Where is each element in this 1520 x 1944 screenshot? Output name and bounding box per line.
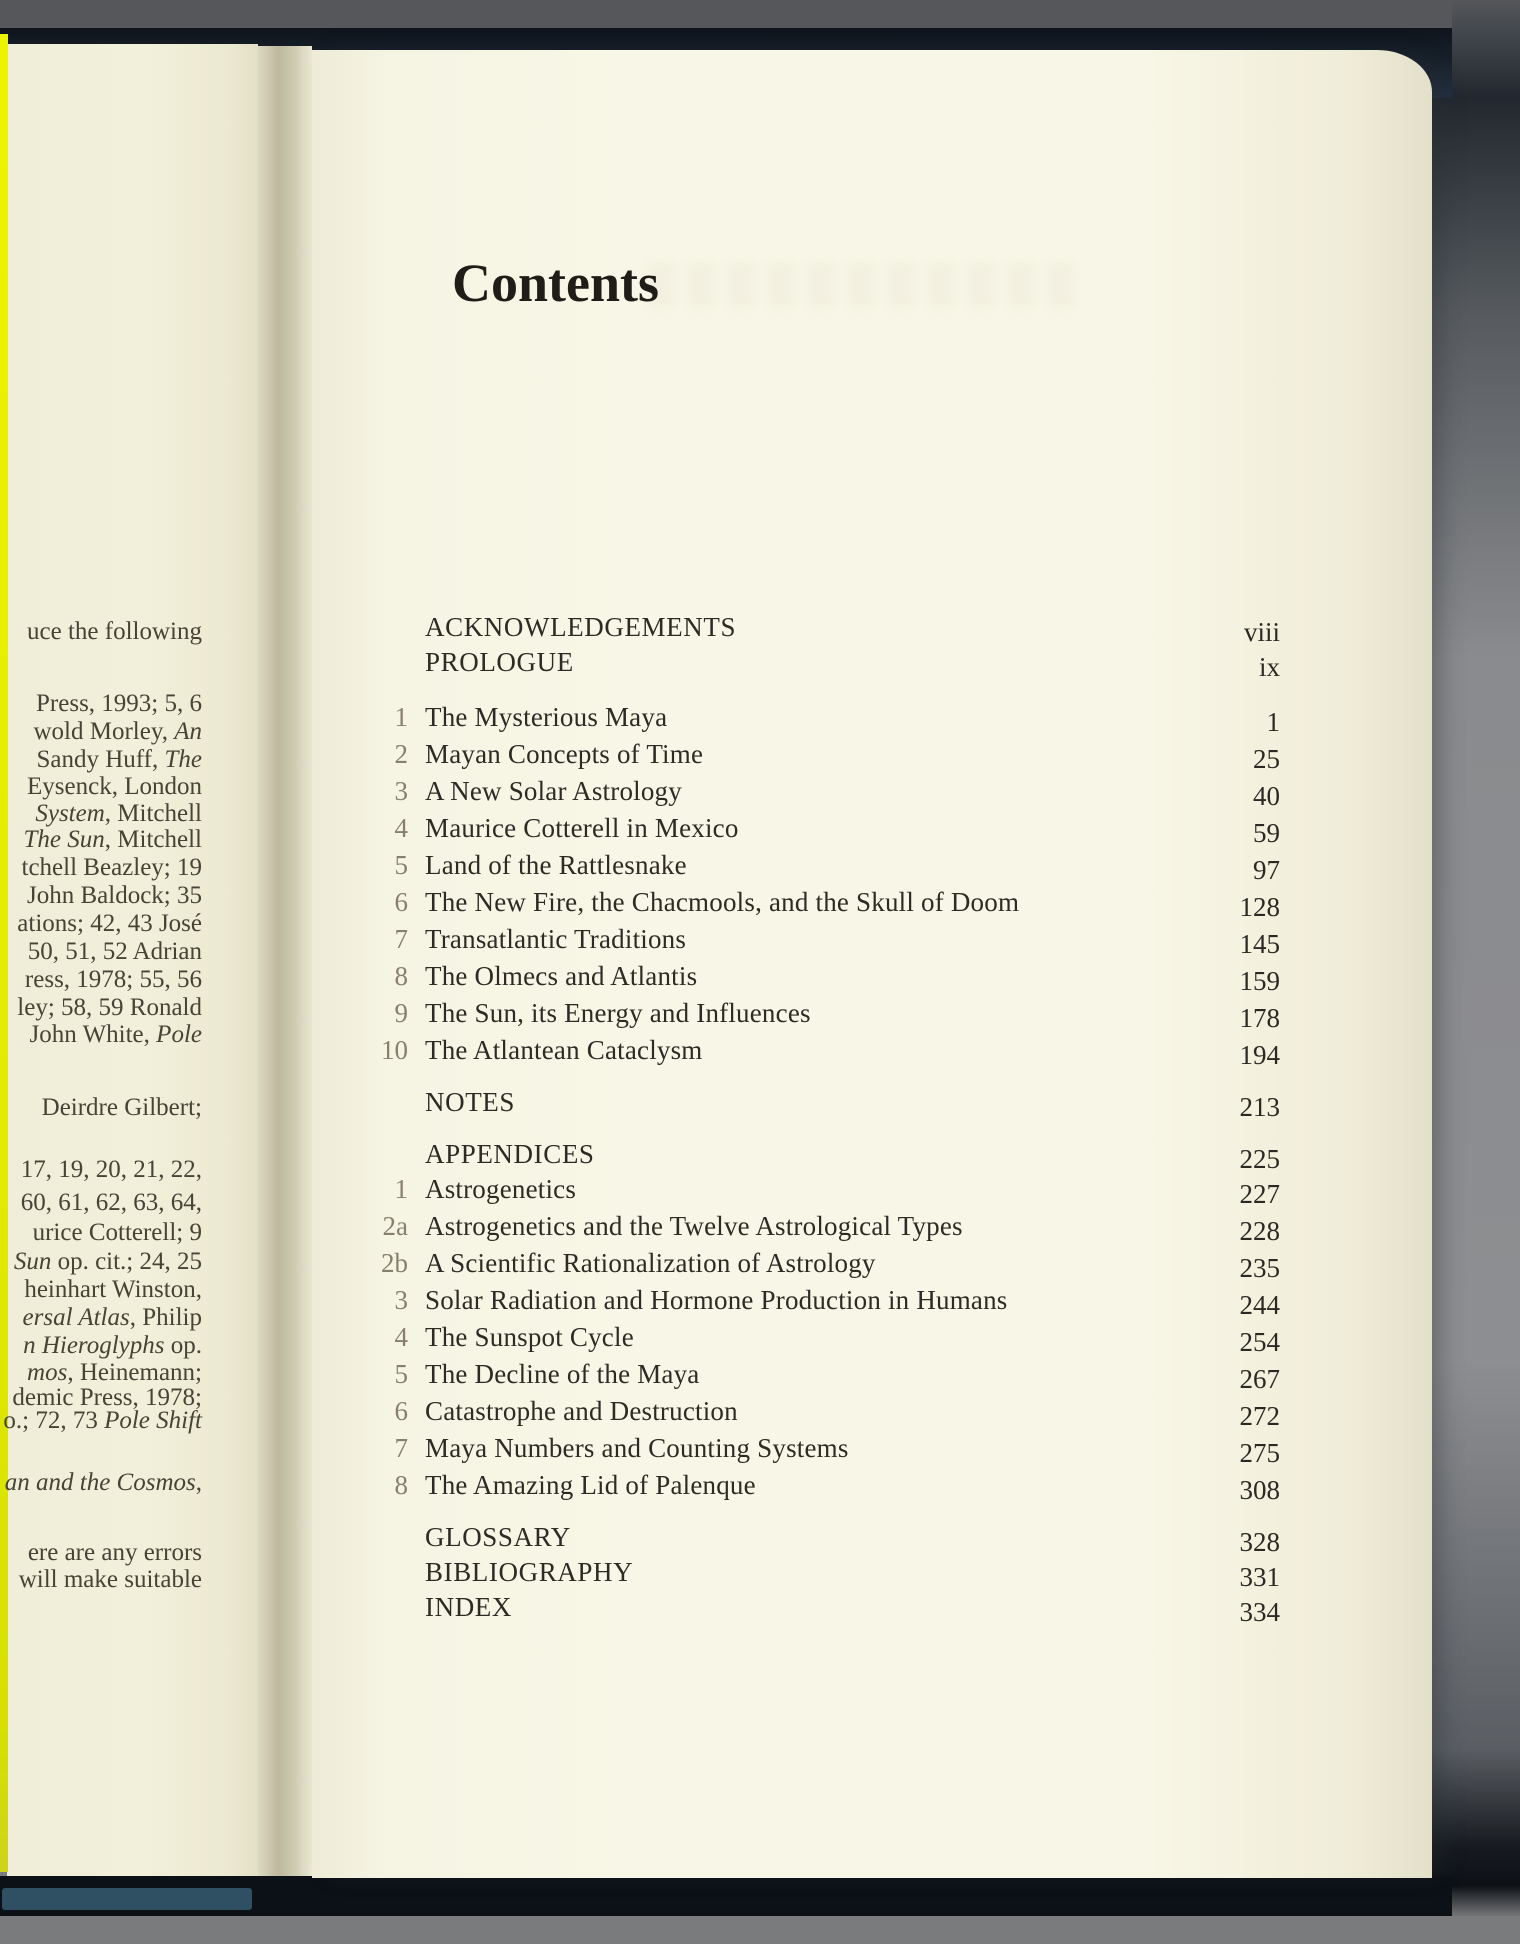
toc-page-number: 267 — [1239, 1364, 1280, 1394]
toc-row — [372, 1209, 1280, 1246]
left-page-text-line: System, Mitchell — [35, 800, 202, 827]
left-page-text-line: urice Cotterell; 9 — [32, 1219, 202, 1246]
toc-title: Catastrophe and Destruction — [425, 1396, 738, 1426]
appendix-list — [372, 1172, 1280, 1505]
toc-page-number: 228 — [1239, 1216, 1280, 1246]
toc-page-number: 128 — [1239, 892, 1280, 922]
appendices-heading — [372, 1137, 1280, 1174]
toc-page-number: 334 — [1239, 1597, 1280, 1627]
toc-title: Transatlantic Traditions — [425, 924, 687, 954]
toc-page-number: 1 — [1266, 707, 1280, 737]
toc-title: The Sunspot Cycle — [425, 1322, 634, 1352]
toc-row — [372, 1033, 1280, 1070]
toc-number: 6 — [394, 887, 408, 917]
left-page-text-line: The Sun, Mitchell — [23, 826, 202, 853]
left-page-text-line: mos, Heinemann; — [27, 1359, 202, 1386]
left-page-text-line: uce the following — [27, 618, 202, 645]
toc-row — [372, 1137, 1280, 1174]
toc-row — [372, 610, 1280, 645]
toc-page-number: 244 — [1239, 1290, 1280, 1320]
chapter-list — [372, 700, 1280, 1070]
left-page-text-line: wold Morley, An — [33, 718, 202, 745]
toc-row — [372, 996, 1280, 1033]
toc-number: 1 — [394, 1174, 408, 1204]
toc-page-number: viii — [1243, 617, 1280, 647]
toc-row — [372, 700, 1280, 737]
toc-row — [372, 1172, 1280, 1209]
toc-title: The Atlantean Cataclysm — [425, 1035, 703, 1065]
toc-title: Astrogenetics — [425, 1174, 577, 1204]
toc-page-number: 227 — [1239, 1179, 1280, 1209]
toc-page-number: 225 — [1239, 1144, 1280, 1174]
toc-title: The Decline of the Maya — [425, 1359, 700, 1389]
toc-row — [372, 1320, 1280, 1357]
toc-page-number: 275 — [1239, 1438, 1280, 1468]
toc-row — [372, 1246, 1280, 1283]
toc-row — [372, 1357, 1280, 1394]
toc-number: 4 — [394, 1322, 408, 1352]
toc-number: 3 — [394, 1285, 408, 1315]
toc-number: 7 — [394, 924, 408, 954]
toc-row — [372, 774, 1280, 811]
toc-page-number: 25 — [1253, 744, 1280, 774]
book-cover-blue-accent — [2, 1888, 252, 1910]
front-matter-list — [372, 610, 1280, 680]
left-page-text-line: ations; 42, 43 José — [17, 910, 202, 937]
left-page-text-line: ress, 1978; 55, 56 — [24, 966, 202, 993]
toc-number: 10 — [381, 1035, 408, 1065]
toc-title: The Sun, its Energy and Influences — [425, 998, 811, 1028]
toc-label: BIBLIOGRAPHY — [425, 1557, 634, 1587]
left-page-text-line: John Baldock; 35 — [27, 882, 202, 909]
left-page-text-line: Sun op. cit.; 24, 25 — [13, 1248, 202, 1275]
toc-title: Astrogenetics and the Twelve Astrological Types — [425, 1211, 963, 1241]
toc-page-number: 254 — [1239, 1327, 1280, 1357]
toc-title: Maya Numbers and Counting Systems — [425, 1433, 849, 1463]
toc-row — [372, 1431, 1280, 1468]
toc-number: 4 — [394, 813, 408, 843]
toc-number: 8 — [394, 961, 408, 991]
left-page-text-line: Press, 1993; 5, 6 — [36, 690, 202, 717]
toc-label: PROLOGUE — [425, 647, 574, 677]
back-matter-list — [372, 1520, 1280, 1625]
left-page-text-line: will make suitable — [18, 1566, 202, 1593]
toc-page-number: 178 — [1239, 1003, 1280, 1033]
toc-row — [372, 811, 1280, 848]
toc-row — [372, 1283, 1280, 1320]
show-through-ghost — [648, 262, 1078, 308]
toc-title: The New Fire, the Chacmools, and the Skull of Doom — [425, 887, 1020, 917]
toc-title: A New Solar Astrology — [425, 776, 682, 806]
toc-page-number: 235 — [1239, 1253, 1280, 1283]
toc-label: GLOSSARY — [425, 1522, 571, 1552]
left-page-text-line: heinhart Winston, — [24, 1276, 202, 1303]
toc-number: 9 — [394, 998, 408, 1028]
left-page-text-line: tchell Beazley; 19 — [21, 854, 202, 881]
toc-label: ACKNOWLEDGEMENTS — [425, 612, 737, 642]
toc-number: 2b — [381, 1248, 408, 1278]
notes-section — [372, 1085, 1280, 1122]
toc-row — [372, 1085, 1280, 1122]
scanner-background-bottom — [0, 1916, 1520, 1944]
toc-title: Maurice Cotterell in Mexico — [425, 813, 739, 843]
left-page-text-line: ersal Atlas, Philip — [22, 1304, 202, 1331]
left-page-text-line: 60, 61, 62, 63, 64, — [20, 1189, 202, 1216]
left-page-text-line: Eysenck, London — [27, 773, 202, 800]
toc-page-number: 145 — [1239, 929, 1280, 959]
toc-row — [372, 922, 1280, 959]
toc-page-number: ix — [1258, 652, 1280, 682]
toc-title: The Amazing Lid of Palenque — [425, 1470, 756, 1500]
toc-title: Land of the Rattlesnake — [425, 850, 687, 880]
toc-row — [372, 1590, 1280, 1625]
toc-row — [372, 848, 1280, 885]
toc-title: A Scientific Rationalization of Astrology — [425, 1248, 876, 1278]
left-page-text-line: n Hieroglyphs op. — [23, 1332, 202, 1359]
toc-title: Solar Radiation and Hormone Production in Humans — [425, 1285, 1008, 1315]
toc-label: NOTES — [425, 1087, 515, 1117]
toc-page-number: 272 — [1239, 1401, 1280, 1431]
toc-row — [372, 1394, 1280, 1431]
toc-row — [372, 1520, 1280, 1555]
left-page-text-line: ley; 58, 59 Ronald — [17, 994, 202, 1021]
left-page-text-line: ere are any errors — [27, 1539, 202, 1566]
toc-number: 2 — [394, 739, 408, 769]
toc-page-number: 59 — [1253, 818, 1280, 848]
left-page-text-line: o.; 72, 73 Pole Shift — [3, 1407, 202, 1434]
toc-row — [372, 1468, 1280, 1505]
toc-row — [372, 959, 1280, 996]
toc-number: 7 — [394, 1433, 408, 1463]
toc-number: 2a — [382, 1211, 408, 1241]
toc-title: The Mysterious Maya — [425, 702, 668, 732]
left-page-text-line: John White, Pole — [29, 1021, 202, 1048]
toc-row — [372, 645, 1280, 680]
toc-page-number: 328 — [1239, 1527, 1280, 1557]
scanner-background-top — [0, 0, 1452, 28]
page-gutter-shadow — [258, 46, 312, 1876]
toc-page-number: 213 — [1239, 1092, 1280, 1122]
scanner-background-right — [1424, 0, 1520, 1944]
left-page-text-line: demic Press, 1978; — [12, 1384, 202, 1411]
toc-page-number: 308 — [1239, 1475, 1280, 1505]
page-title: Contents — [452, 253, 660, 313]
toc-label: APPENDICES — [425, 1139, 595, 1169]
toc-row — [372, 885, 1280, 922]
toc-row — [372, 1555, 1280, 1590]
toc-title: Mayan Concepts of Time — [425, 739, 704, 769]
toc-page-number: 331 — [1239, 1562, 1280, 1592]
left-page-text-line: Sandy Huff, The — [36, 746, 202, 773]
toc-row — [372, 737, 1280, 774]
toc-number: 5 — [394, 1359, 408, 1389]
left-page-text-line: an and the Cosmos, — [4, 1469, 202, 1496]
left-page-text-line: Deirdre Gilbert; — [41, 1094, 202, 1121]
toc-title: The Olmecs and Atlantis — [425, 961, 698, 991]
toc-number: 5 — [394, 850, 408, 880]
toc-page-number: 40 — [1253, 781, 1280, 811]
toc-page-number: 159 — [1239, 966, 1280, 996]
toc-number: 6 — [394, 1396, 408, 1426]
left-page-text-line: 50, 51, 52 Adrian — [27, 938, 202, 965]
toc-page-number: 194 — [1239, 1040, 1280, 1070]
left-page-text-line: 17, 19, 20, 21, 22, — [20, 1156, 202, 1183]
toc-number: 8 — [394, 1470, 408, 1500]
toc-page-number: 97 — [1253, 855, 1280, 885]
toc-number: 1 — [394, 702, 408, 732]
toc-number: 3 — [394, 776, 408, 806]
toc-label: INDEX — [425, 1592, 512, 1622]
